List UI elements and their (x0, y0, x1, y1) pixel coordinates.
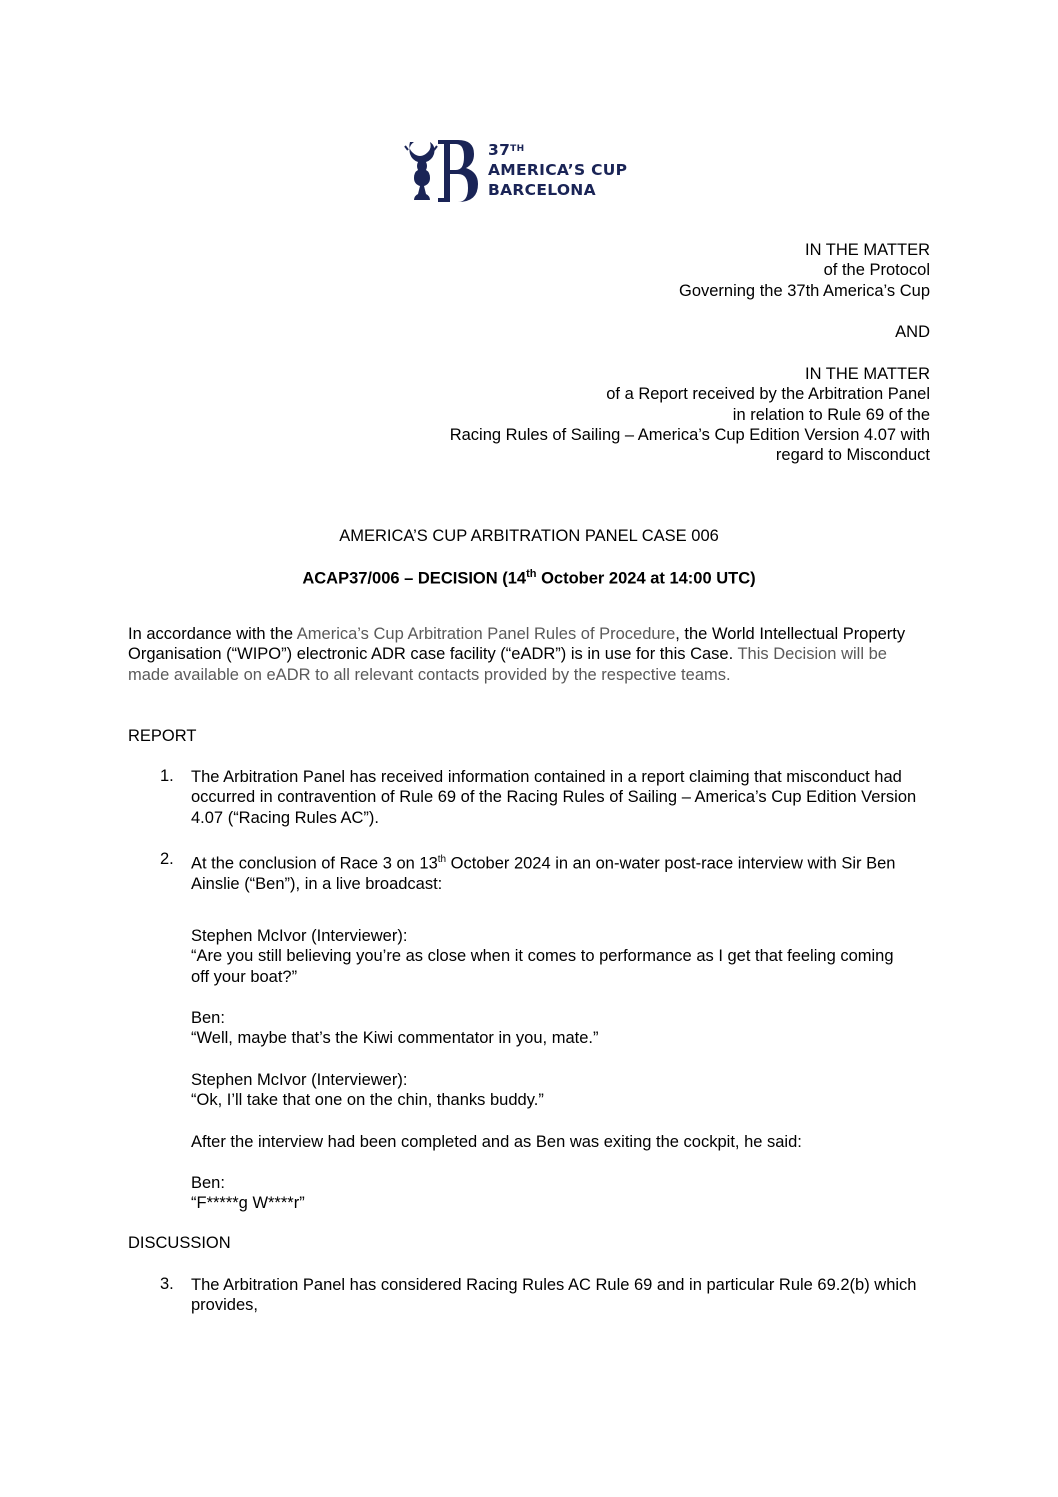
report-heading: REPORT (128, 727, 197, 745)
discussion-heading: DISCUSSION (128, 1234, 231, 1252)
quote: “Ok, I’ll take that one on the chin, thanks buddy.” (191, 1091, 544, 1110)
matter-heading: IN THE MATTER (805, 241, 930, 259)
report-item-2: At the conclusion of Race 3 on 13th October 2024 in an on-water post-race interview with Sir Ben Ainslie (“Ben”), in a live broadcast: (191, 854, 896, 893)
item-number: 3. (160, 1275, 174, 1293)
matter-line: of a Report received by the Arbitration Panel (606, 385, 930, 404)
decision-title: ACAP37/006 – DECISION (14th October 2024 at 14:00 UTC) (302, 568, 756, 588)
quote: “Well, maybe that’s the Kiwi commentator in you, mate.” (191, 1029, 599, 1048)
americas-cup-logo (404, 136, 664, 208)
quote: “Are you still believing you’re as close when it comes to performance as I get that feeling coming off your boat?” (191, 947, 894, 986)
speaker-label: Ben: (191, 1009, 225, 1027)
matter-protocol-block (679, 240, 930, 301)
transcript-narration: After the interview had been completed and as Ben was exiting the cockpit, he said: (191, 1133, 802, 1151)
intro-paragraph: In accordance with the America’s Cup Arbitration Panel Rules of Procedure, the World Intellectual Property Organisation (“WIPO”) electronic ADR case facility (“eADR”) is in use for this Case. This Decision will be made available on eADR to all relevant contacts provided by the respective teams. (128, 625, 906, 684)
transcript-exchange-4 (191, 1173, 305, 1214)
matter-line: Governing the 37th America’s Cup (678, 281, 930, 300)
matter-report-block (450, 364, 930, 465)
discussion-item-3: The Arbitration Panel has considered Racing Rules AC Rule 69 and in particular Rule 69.2(b) which provides, (191, 1276, 917, 1315)
matter-heading: IN THE MATTER (805, 365, 930, 383)
speaker-label: Ben: (191, 1174, 225, 1192)
item-number: 2. (160, 850, 174, 868)
case-title: AMERICA’S CUP ARBITRATION PANEL CASE 006 (339, 527, 719, 545)
trophy-b-monogram-icon (404, 136, 484, 208)
matter-line: in relation to Rule 69 of the (732, 405, 930, 424)
logo-wordmark: 37TH AMERICA’S CUP BARCELONA (488, 141, 628, 199)
transcript-exchange-2 (191, 1008, 598, 1049)
speaker-label: Stephen McIvor (Interviewer): (191, 927, 408, 945)
transcript-exchange-1 (191, 926, 911, 987)
transcript-exchange-3 (191, 1070, 544, 1111)
speaker-label: Stephen McIvor (Interviewer): (191, 1071, 408, 1089)
matter-line: regard to Misconduct (775, 446, 930, 465)
item-number: 1. (160, 767, 174, 785)
matter-line: of the Protocol (823, 261, 930, 280)
report-item-1: The Arbitration Panel has received information contained in a report claiming that misconduct had occurred in contravention of Rule 69 of the Racing Rules of Sailing – America’s Cup Edition Version 4.07 (“Racing Rules AC”). (191, 768, 917, 827)
and-separator: AND (895, 323, 930, 341)
rules-of-procedure-reference: America’s Cup Arbitration Panel Rules of Procedure (296, 625, 676, 643)
matter-line: Racing Rules of Sailing – America’s Cup Edition Version 4.07 with (449, 425, 930, 444)
quote: “F*****g W****r” (191, 1194, 305, 1213)
